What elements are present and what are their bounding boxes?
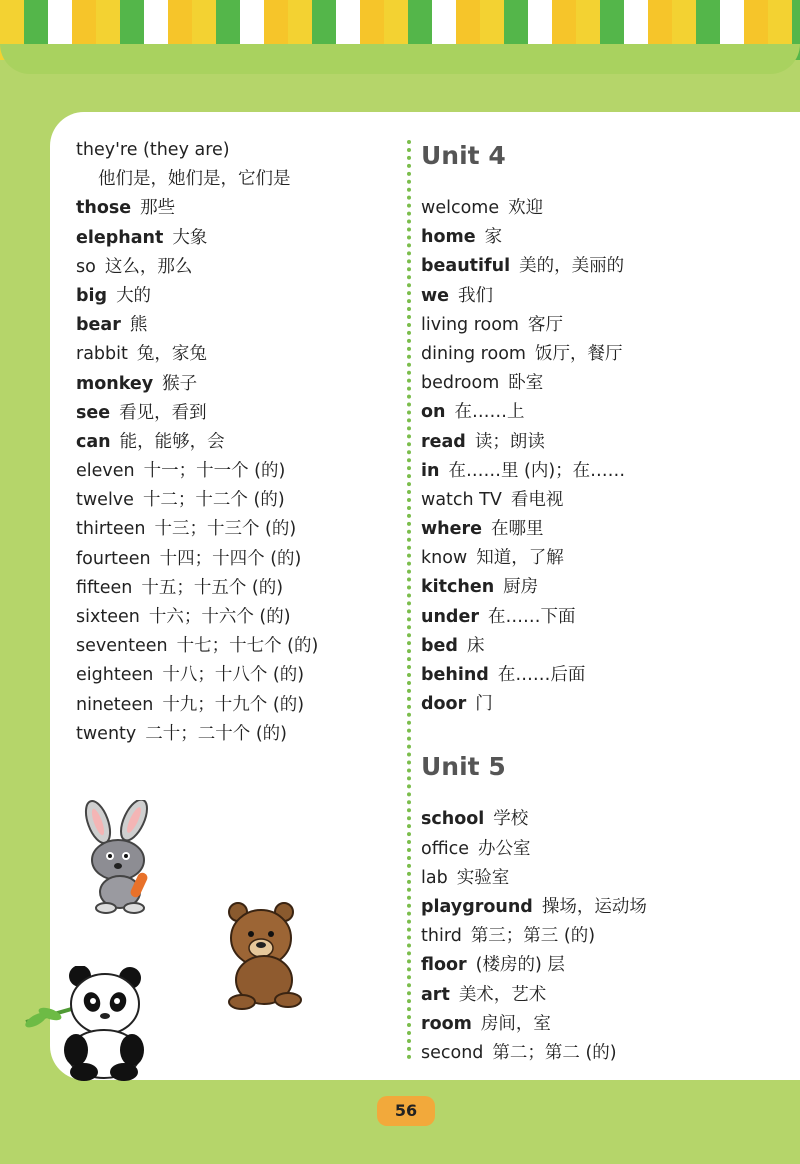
vocab-meaning: 十八；十八个 (的) <box>162 665 305 686</box>
vocab-meaning: 这么，那么 <box>104 256 193 277</box>
vocab-meaning: 他们是，她们是，它们是 <box>98 169 291 190</box>
vocab-word: watch TV <box>421 489 502 510</box>
left-column-entry <box>76 194 396 223</box>
vocab-meaning: 卧室 <box>508 373 544 394</box>
vocab-word: nineteen <box>76 694 154 715</box>
left-column-entry <box>76 370 396 399</box>
vocab-meaning: 十七；十七个 (的) <box>176 636 319 657</box>
vocab-meaning: 知道，了解 <box>476 548 564 569</box>
vocab-meaning: 美的，美丽的 <box>519 256 625 277</box>
vocab-word: monkey <box>76 373 154 394</box>
banner-edge <box>0 44 800 74</box>
vocab-meaning: 在……上 <box>454 402 525 423</box>
vocab-word: under <box>421 606 479 627</box>
unit-4-entry <box>421 632 791 661</box>
vocab-word: big <box>76 285 108 306</box>
vocab-word: playground <box>421 896 533 917</box>
left-column-entry <box>76 457 396 486</box>
vocab-word: behind <box>421 665 489 685</box>
vocab-meaning: 实验室 <box>456 867 510 888</box>
vocab-word: they're (they are) <box>76 140 230 160</box>
left-column-entry <box>76 282 396 311</box>
vocab-meaning: 读；朗读 <box>474 431 545 452</box>
vocab-meaning: 十六；十六个 (的) <box>148 607 291 627</box>
vocab-word: dining room <box>421 343 526 364</box>
vocab-word: twenty <box>76 723 137 744</box>
vocab-word: school <box>421 809 485 830</box>
vocab-word: kitchen <box>421 577 495 598</box>
unit-4-entry <box>421 252 791 281</box>
bear-illustration <box>222 900 308 1012</box>
vocab-meaning: 二十；二十个 (的) <box>145 723 287 744</box>
vocab-word: third <box>421 926 462 947</box>
unit-4-entry <box>421 690 791 719</box>
vocab-word: rabbit <box>76 344 128 365</box>
vocab-word: art <box>421 984 450 1005</box>
unit-4-entry <box>421 573 791 602</box>
vocab-meaning: 熊 <box>129 315 148 336</box>
unit-5-title: Unit 5 <box>421 752 506 782</box>
vocab-meaning: 房间，室 <box>480 1013 551 1034</box>
vocab-meaning: 大象 <box>172 227 208 248</box>
vocab-meaning: 兔，家兔 <box>136 344 207 365</box>
left-column-entry <box>76 399 396 428</box>
vocab-word: home <box>421 227 476 248</box>
vocab-meaning: 厨房 <box>503 577 539 598</box>
vocab-meaning: 床 <box>466 635 485 656</box>
unit-4-entry <box>421 311 791 340</box>
left-column-entry <box>76 515 396 544</box>
vocab-word: eleven <box>76 461 135 482</box>
left-column-entry <box>76 253 396 282</box>
unit-4-entry <box>421 340 791 369</box>
vocab-word: bear <box>76 315 121 336</box>
vocab-word: room <box>421 1013 472 1034</box>
left-column-entry <box>76 661 396 690</box>
vocab-word: in <box>421 460 440 481</box>
vocab-word: so <box>76 256 96 277</box>
vocab-word: know <box>421 548 468 569</box>
vocab-meaning: 十四；十四个 (的) <box>159 548 302 569</box>
vocab-meaning: 我们 <box>458 285 494 306</box>
vocab-meaning: 学校 <box>493 809 529 830</box>
vocab-meaning: 十三；十三个 (的) <box>154 519 297 540</box>
vocab-meaning: 十五；十五个 (的) <box>141 577 284 598</box>
unit-5-list <box>421 805 791 1068</box>
vocab-meaning: 那些 <box>140 198 176 219</box>
vocab-meaning: 第二；第二 (的) <box>492 1042 617 1063</box>
vocab-meaning: 猴子 <box>162 373 198 394</box>
vocab-word: elephant <box>76 227 164 248</box>
left-column <box>76 136 396 749</box>
vocab-meaning: 在……里 (内)；在…… <box>448 460 626 481</box>
vocab-meaning: 大的 <box>116 285 152 306</box>
vocab-word: beautiful <box>421 256 511 277</box>
unit-5-entry <box>421 922 791 951</box>
vocab-meaning: (楼房的) 层 <box>475 955 565 976</box>
vocab-meaning: 家 <box>484 227 503 248</box>
vocab-word: seventeen <box>76 636 168 657</box>
vocab-meaning: 在……下面 <box>487 606 576 627</box>
unit-5-entry <box>421 805 791 834</box>
left-column-entry <box>76 603 396 632</box>
vocab-word: door <box>421 694 467 715</box>
unit-4-entry <box>421 544 791 573</box>
vocab-word: office <box>421 838 470 859</box>
unit-4-entry <box>421 282 791 311</box>
vocab-meaning: 第三；第三 (的) <box>470 926 596 947</box>
left-column-entry <box>76 720 396 749</box>
vocab-meaning: 办公室 <box>478 838 531 859</box>
unit-4-entry <box>421 194 791 223</box>
unit-4-entry <box>421 428 791 457</box>
vocab-word: we <box>421 285 450 306</box>
vocab-word: those <box>76 198 132 219</box>
vocab-word: second <box>421 1042 484 1063</box>
vocab-meaning: 美术，艺术 <box>458 984 547 1005</box>
left-column-entry <box>76 486 396 515</box>
vocab-word: thirteen <box>76 519 146 540</box>
vocab-word: bedroom <box>421 373 500 394</box>
vocab-word: fifteen <box>76 577 133 598</box>
vocab-word: fourteen <box>76 548 151 569</box>
left-column-entry <box>76 136 396 165</box>
unit-4-entry <box>421 457 791 486</box>
vocab-word: sixteen <box>76 607 140 627</box>
vocab-word: welcome <box>421 198 500 218</box>
unit-4-entry <box>421 223 791 252</box>
vocab-meaning: 在……后面 <box>497 665 586 685</box>
vocab-word: lab <box>421 867 448 888</box>
rabbit-illustration <box>76 800 166 915</box>
vocab-meaning: 十九；十九个 (的) <box>162 694 305 715</box>
vocab-word: eighteen <box>76 665 154 686</box>
left-column-entry <box>76 632 396 661</box>
vocab-meaning: 门 <box>475 694 493 715</box>
unit-5-entry <box>421 981 791 1010</box>
left-column-entry <box>76 165 396 194</box>
vocab-meaning: 饭厅，餐厅 <box>534 343 623 364</box>
vocab-meaning: 十一；十一个 (的) <box>143 461 286 482</box>
unit-4-entry <box>421 515 791 544</box>
unit-5-entry <box>421 951 791 980</box>
vocab-word: where <box>421 519 482 540</box>
vocab-word: living room <box>421 314 519 335</box>
unit-5-entry <box>421 1039 791 1068</box>
vocab-word: floor <box>421 955 467 976</box>
unit-5-entry <box>421 1010 791 1039</box>
vocab-word: read <box>421 431 466 452</box>
vocab-word: bed <box>421 635 458 656</box>
unit-5-entry <box>421 893 791 922</box>
left-column-entry <box>76 311 396 340</box>
vocab-meaning: 在哪里 <box>491 519 544 540</box>
left-column-entry <box>76 574 396 603</box>
vocab-word: on <box>421 402 446 423</box>
right-column <box>421 136 791 1068</box>
vocab-word: twelve <box>76 490 134 511</box>
unit-5-entry <box>421 864 791 893</box>
left-column-entry <box>76 340 396 369</box>
vocab-meaning: 客厅 <box>527 314 563 335</box>
unit-4-entry <box>421 398 791 427</box>
vocab-meaning: 十二；十二个 (的) <box>142 490 285 511</box>
unit-4-entry <box>421 369 791 398</box>
left-column-entry <box>76 691 396 720</box>
unit-4-entry <box>421 603 791 632</box>
vocabulary-page <box>50 112 800 1080</box>
vocab-word: can <box>76 431 111 452</box>
vocab-meaning: 看见，看到 <box>119 402 207 423</box>
left-column-entry <box>76 224 396 253</box>
vocab-meaning: 能，能够，会 <box>119 431 225 452</box>
vocab-meaning: 欢迎 <box>508 198 544 218</box>
vocab-meaning: 看电视 <box>510 489 564 510</box>
unit-4-title: Unit 4 <box>421 141 506 170</box>
unit-4-entry <box>421 661 791 690</box>
unit-4-list <box>421 194 791 719</box>
left-column-entry <box>76 545 396 574</box>
unit-4-entry <box>421 486 791 515</box>
panda-illustration <box>22 966 150 1081</box>
vocab-word: see <box>76 402 111 423</box>
unit-5-entry <box>421 835 791 864</box>
vocab-meaning: 操场，运动场 <box>541 896 647 917</box>
page-number: 56 <box>377 1096 435 1126</box>
left-column-entry <box>76 428 396 457</box>
dotted-divider <box>407 140 411 1060</box>
